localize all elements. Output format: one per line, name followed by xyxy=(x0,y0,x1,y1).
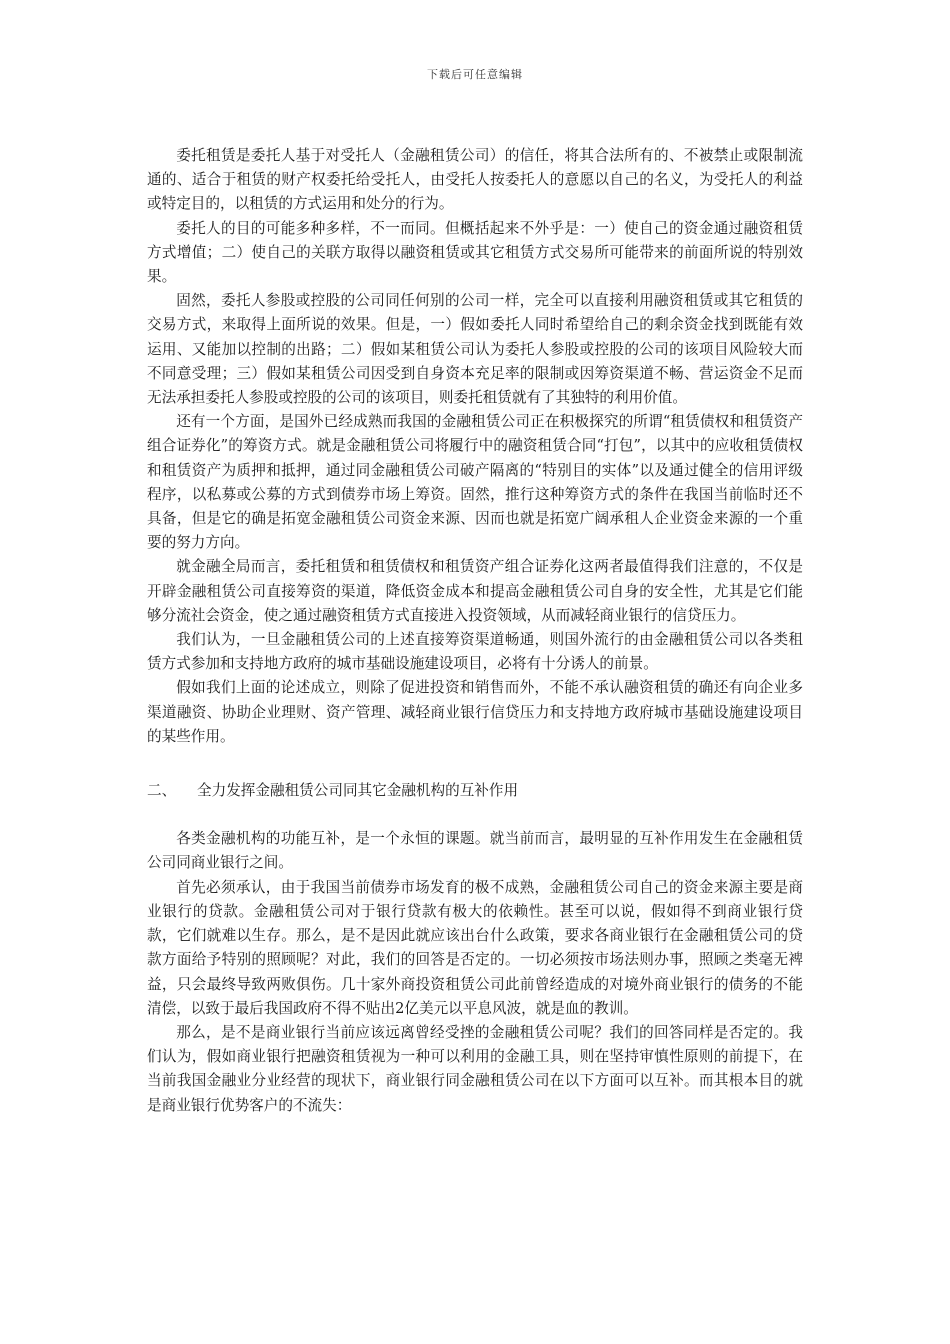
paragraph: 委托租赁是委托人基于对受托人（金融租赁公司）的信任，将其合法所有的、不被禁止或限制流通的、适合于租赁的财产权委托给受托人，由受托人按委托人的意愿以自己的名义，为受托人的利益或特定目的，以租赁的方式运用和处分的行为。 xyxy=(147,147,803,213)
paragraph: 我们认为，一旦金融租赁公司的上述直接筹资渠道畅通，则国外流行的由金融租赁公司以各类租赁方式参加和支持地方政府的城市基础设施建设项目，必将有十分诱人的前景。 xyxy=(147,631,803,673)
paragraph: 就金融全局而言，委托租赁和租赁债权和租赁资产组合证券化这两者最值得我们注意的，不仅是开辟金融租赁公司直接筹资的渠道，降低资金成本和提高金融租赁公司自身的安全性，尤其是它们能够分流社会资金，使之通过融资租赁方式直接进入投资领域，从而减轻商业银行的信贷压力。 xyxy=(147,558,803,624)
section-number: 二、 xyxy=(147,782,177,800)
document-body xyxy=(147,144,803,1118)
paragraph: 委托人的目的可能多种多样，不一而同。但概括起来不外乎是：一）使自己的资金通过融资租赁方式增值；二）使自己的关联方取得以融资租赁或其它租赁方式交易所可能带来的前面所说的特别效果。 xyxy=(147,219,803,286)
paragraph: 假如我们上面的论述成立，则除了促进投资和销售而外，不能不承认融资租赁的确还有向企业多渠道融资、协助企业理财、资产管理、减轻商业银行信贷压力和支持地方政府城市基础设施建设项目的某些作用。 xyxy=(147,679,803,745)
paragraph: 各类金融机构的功能互补，是一个永恒的课题。就当前而言，最明显的互补作用发生在金融租赁公司同商业银行之间。 xyxy=(147,830,803,872)
section-title: 全力发挥金融租赁公司同其它金融机构的互补作用 xyxy=(197,782,519,800)
paragraph: 还有一个方面，是国外已经成熟而我国的金融租赁公司正在积极探究的所谓“租赁债权和租赁资产组合证券化”的筹资方式。就是金融租赁公司将履行中的融资租赁合同“打包”，以其中的应收租赁债权和租赁资产为质押和抵押，通过同金融租赁公司破产隔离的“特别目的实体”以及通过健全的信用评级程序，以私募或公募的方式到债券市场上筹资。固然，推行这种筹资方式的条件在我国当前临时还不具备，但是它的确是拓宽金融租赁公司资金来源、因而也就是拓宽广阔承租人企业资金来源的一个重要的努力方向。 xyxy=(147,413,803,552)
page-header: 下载后可任意编辑 xyxy=(427,68,523,81)
paragraph: 那么，是不是商业银行当前应该远离曾经受挫的金融租赁公司呢？我们的回答同样是否定的。我们认为，假如商业银行把融资租赁视为一种可以利用的金融工具，则在坚持审慎性原则的前提下，在当前我国金融业分业经营的现状下，商业银行同金融租赁公司在以下方面可以互补。而其根本目的就是商业银行优势客户的不流失： xyxy=(147,1023,803,1114)
section-heading xyxy=(147,779,803,803)
paragraph: 首先必须承认，由于我国当前债券市场发育的极不成熟，金融租赁公司自己的资金来源主要是商业银行的贷款。金融租赁公司对于银行贷款有极大的依赖性。甚至可以说，假如得不到商业银行贷款，它们就难以生存。那么，是不是因此就应该出台什么政策，要求各商业银行在金融租赁公司的贷款方面给予特别的照顾呢？对此，我们的回答是否定的。一切必须按市场法则办事，照顾之类毫无裨益，只会最终导致两败俱伤。几十家外商投资租赁公司此前曾经造成的对境外商业银行的债务的不能清偿，以致于最后我国政府不得不贴出2亿美元以平息风波，就是血的教训。 xyxy=(147,878,803,1017)
paragraph: 固然，委托人参股或控股的公司同任何别的公司一样，完全可以直接利用融资租赁或其它租赁的交易方式，来取得上面所说的效果。但是，一）假如委托人同时希望给自己的剩余资金找到既能有效运用、又能加以控制的出路；二）假如某租赁公司认为委托人参股或控股的公司的该项目风险较大而不同意受理；三）假如某租赁公司因受到自身资本充足率的限制或因筹资渠道不畅、营运资金不足而无法承担委托人参股或控股的公司的该项目，则委托租赁就有了其独特的利用价值。 xyxy=(147,292,803,407)
